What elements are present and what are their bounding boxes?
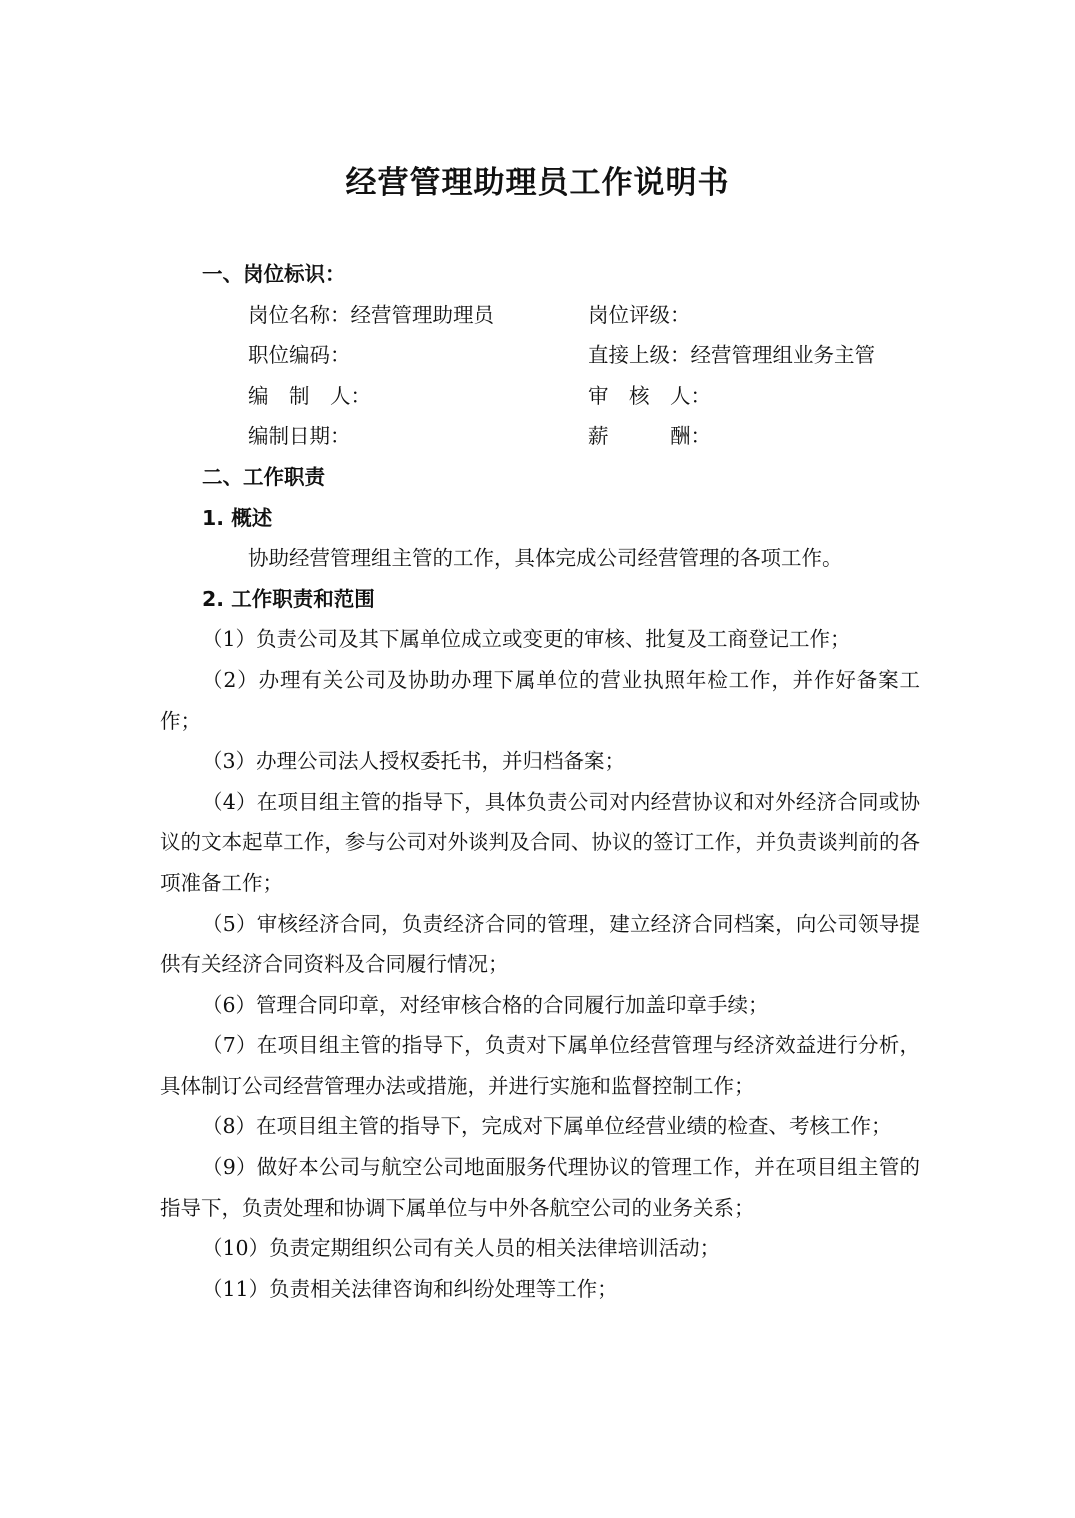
duty-item: （5）审核经济合同，负责经济合同的管理，建立经济合同档案，向公司领导提供有关经济合同资料及合同履行情况； — [160, 911, 920, 977]
info-row-preparer — [160, 376, 920, 417]
preparation-date-field: 编制日期： — [248, 424, 351, 449]
subheading-overview: 1. 概述 — [202, 505, 273, 530]
info-row-date — [160, 416, 920, 457]
duty-item: （9）做好本公司与航空公司地面服务代理协议的管理工作，并在项目组主管的指导下，负责处理和协调下属单位与中外各航空公司的业务关系； — [160, 1155, 920, 1220]
info-row-position-code — [160, 335, 920, 376]
position-grade-field: 岗位评级： — [588, 302, 691, 327]
salary-field: 薪 酬： — [588, 424, 711, 449]
section-heading-duties: 二、工作职责 — [202, 464, 325, 489]
subheading-scope: 2. 工作职责和范围 — [202, 586, 375, 611]
overview-text: 协助经营管理组主管的工作，具体完成公司经营管理的各项工作。 — [248, 546, 843, 571]
reviewer-field: 审 核 人： — [588, 383, 711, 408]
position-code-field: 职位编码： — [248, 343, 351, 368]
document-body — [160, 254, 920, 1309]
duty-item: （7）在项目组主管的指导下，负责对下属单位经营管理与经济效益进行分析，具体制订公司经营管理办法或措施，并进行实施和监督控制工作； — [160, 1033, 920, 1098]
duty-item: （8）在项目组主管的指导下，完成对下属单位经营业绩的检查、考核工作； — [202, 1114, 892, 1139]
duty-item: （11）负责相关法律咨询和纠纷处理等工作； — [202, 1276, 618, 1301]
duty-item: （2）办理有关公司及协助办理下属单位的营业执照年检工作，并作好备案工作； — [160, 667, 920, 733]
preparer-field: 编 制 人： — [248, 383, 371, 408]
duty-item: （10）负责定期组织公司有关人员的相关法律培训活动； — [202, 1236, 721, 1261]
position-name-field: 岗位名称：经营管理助理员 — [248, 302, 494, 327]
info-row-position-name — [160, 295, 920, 336]
direct-supervisor-field: 直接上级：经营管理组业务主管 — [588, 343, 875, 368]
duty-item: （3）办理公司法人授权委托书，并归档备案； — [202, 749, 626, 774]
document-title: 经营管理助理员工作说明书 — [345, 165, 730, 201]
duty-item: （4）在项目组主管的指导下，具体负责公司对内经营协议和对外经济合同或协议的文本起草工作，参与公司对外谈判及合同、协议的签订工作，并负责谈判前的各项准备工作； — [160, 789, 920, 895]
section-heading-position-identification: 一、岗位标识： — [202, 262, 346, 286]
duty-item: （6）管理合同印章，对经审核合格的合同履行加盖印章手续； — [202, 992, 769, 1017]
duty-item: （1）负责公司及其下属单位成立或变更的审核、批复及工商登记工作； — [202, 627, 851, 652]
